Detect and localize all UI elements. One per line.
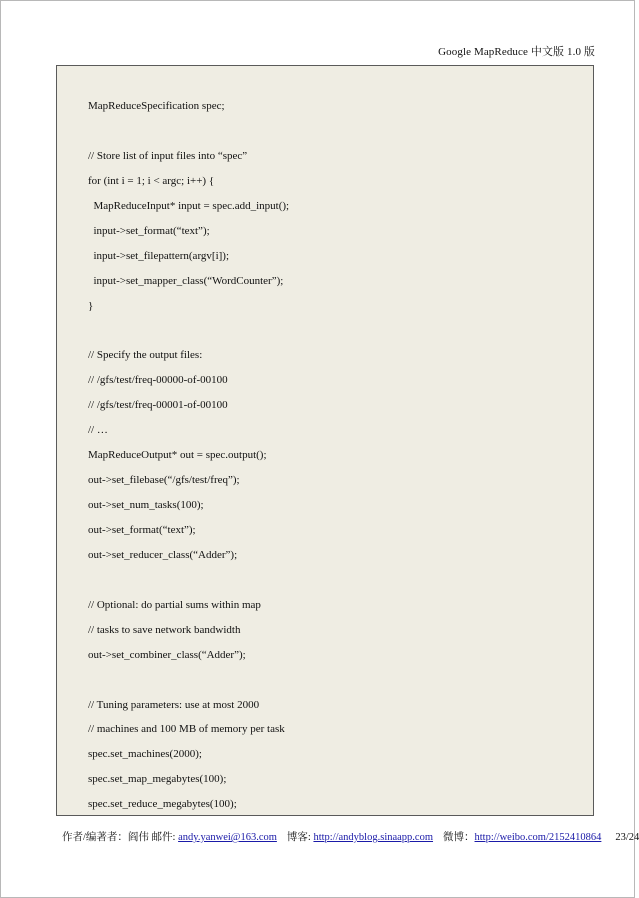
code-line: out->set_combiner_class(“Adder”); [88, 648, 246, 661]
code-line [88, 119, 289, 144]
code-line: // Store list of input files into “spec” [88, 149, 248, 162]
code-line: MapReduceInput* input = spec.add_input(); [88, 199, 290, 212]
code-line: // /gfs/test/freq-00001-of-00100 [88, 399, 228, 412]
code-line: } [88, 299, 94, 312]
email-link[interactable]: andy.yanwei@163.com [178, 832, 277, 843]
code-line: out->set_format(“text”); [88, 523, 196, 536]
code-line: // /gfs/test/freq-00000-of-00100 [88, 374, 228, 387]
page-header: Google MapReduce 中文版 1.0 版 [438, 46, 595, 58]
weibo-link[interactable]: http://weibo.com/2152410864 [474, 832, 602, 843]
code-line: out->set_num_tasks(100); [88, 499, 204, 511]
blog-label: 博客: [286, 832, 314, 843]
code-line: spec.set_machines(2000); [88, 748, 202, 761]
code-line [88, 318, 289, 343]
page-footer [62, 829, 639, 844]
code-line: spec.set_reduce_megabytes(100); [88, 798, 237, 811]
code-line: // Optional: do partial sums within map [88, 598, 261, 611]
code-block [56, 65, 594, 816]
code-line: spec.set_map_megabytes(100); [88, 773, 227, 786]
code-line: // tasks to save network bandwidth [88, 623, 241, 636]
code-line: // machines and 100 MB of memory per task [88, 723, 285, 736]
author-label: 作者/编著者：阎伟 邮件: [62, 832, 179, 843]
page-number: 23/24 [615, 832, 639, 843]
code-line [88, 668, 289, 693]
code-line: input->set_mapper_class(“WordCounter”); [88, 274, 284, 287]
code-line: out->set_filebase(“/gfs/test/freq”); [88, 474, 240, 487]
code-lines [88, 94, 289, 817]
code-line: MapReduceOutput* out = spec.output(); [88, 449, 267, 462]
blog-link[interactable]: http://andyblog.sinaapp.com [313, 832, 434, 843]
code-line: input->set_filepattern(argv[i]); [88, 249, 230, 262]
code-line [88, 568, 289, 593]
code-line: // Tuning parameters: use at most 2000 [88, 698, 260, 711]
code-line: input->set_format(“text”); [88, 224, 210, 237]
weibo-label: 微博： [443, 832, 475, 843]
code-line: MapReduceSpecification spec; [88, 100, 225, 112]
code-line: for (int i = 1; i < argc; i++) { [88, 174, 215, 187]
code-line: out->set_reducer_class(“Adder”); [88, 548, 238, 561]
code-line: // Specify the output files: [88, 349, 203, 362]
code-line: // … [88, 424, 108, 437]
